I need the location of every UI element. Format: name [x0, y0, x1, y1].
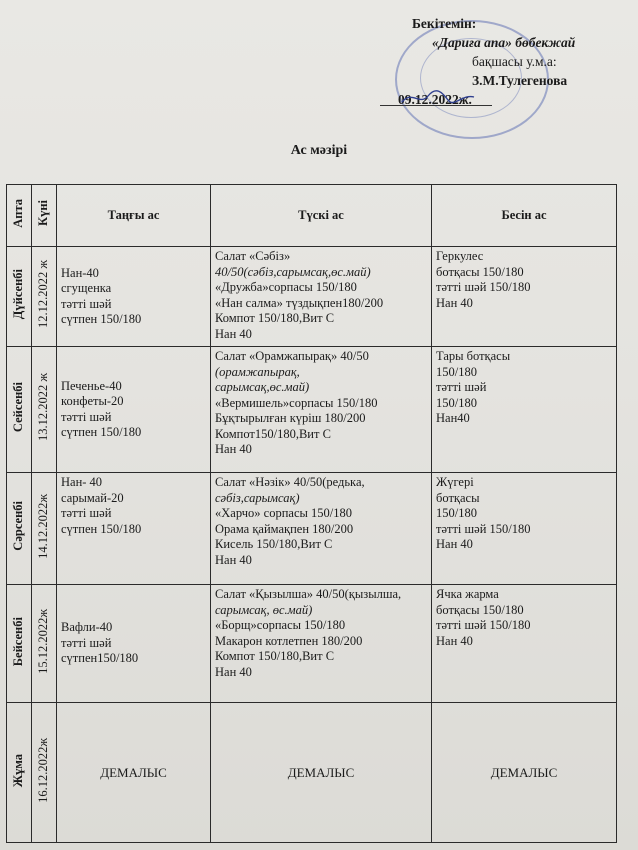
snack-cell: Геркулес ботқасы 150/180 тәтті шәй 150/180 Нан 40 [432, 247, 617, 347]
breakfast-cell: Вафли-40 тәтті шәй сүтпен150/180 [57, 585, 211, 703]
table-row [7, 703, 617, 843]
lunch-cell: ДЕМАЛЫС [211, 703, 432, 843]
row-date: 15.12.2022ж [32, 585, 57, 703]
header-breakfast: Таңғы ас [57, 185, 211, 247]
header-row [7, 185, 617, 247]
snack-cell: ДЕМАЛЫС [432, 703, 617, 843]
approver-position: бақшасы у.м.а: [472, 54, 557, 69]
breakfast-cell: Нан- 40 сарымай-20 тәтті шәй сүтпен 150/180 [57, 473, 211, 585]
snack-cell: Жүгері ботқасы 150/180 тәтті шәй 150/180 Нан 40 [432, 473, 617, 585]
table-row [7, 247, 617, 347]
approval-title: Бекітемін: [412, 16, 477, 31]
row-day: Сейсенбі [7, 347, 32, 473]
menu-table [6, 184, 617, 843]
table-row [7, 585, 617, 703]
row-date: 13.12.2022 ж [32, 347, 57, 473]
page-title: Ас мәзірі [290, 143, 348, 158]
kindergarten-name: «Дариға апа» бөбекжай [432, 35, 576, 50]
row-date: 14.12.2022ж [32, 473, 57, 585]
table-row [7, 347, 617, 473]
lunch-cell: Салат «Сәбіз» 40/50(сәбіз,сарымсақ,өс.май) «Дружба»сорпасы 150/180 «Нан салма» түздықпен180/200 Компот 150/180,Вит С Нан 40 [211, 247, 432, 347]
signature-mark [398, 88, 478, 108]
lunch-cell: Салат «Қызылша» 40/50(қызылша, сарымсақ, өс.май) «Борщ»сорпасы 150/180 Макарон котлетпен 180/200 Компот 150/180,Вит С Нан 40 [211, 585, 432, 703]
row-day: Бейсенбі [7, 585, 32, 703]
approver-name: З.М.Тулегенова [472, 73, 568, 88]
snack-cell: Тары ботқасы 150/180 тәтті шәй 150/180 Нан40 [432, 347, 617, 473]
table-row [7, 473, 617, 585]
header-date: Күні [32, 185, 57, 247]
row-date: 12.12.2022 ж [32, 247, 57, 347]
lunch-cell: Салат «Нәзік» 40/50(редька, сәбіз,сарымсақ) «Харчо» сорпасы 150/180 Орама қаймақпен 180/200 Кисель 150/180,Вит С Нан 40 [211, 473, 432, 585]
header-lunch: Түскі ас [211, 185, 432, 247]
breakfast-cell: Печенье-40 конфеты-20 тәтті шәй сүтпен 150/180 [57, 347, 211, 473]
header-day: Апта [7, 185, 32, 247]
approval-date: 09.12.2022ж. [398, 92, 472, 107]
header-snack: Бесін ас [432, 185, 617, 247]
breakfast-cell: Нан-40 сгущенка тәтті шәй сүтпен 150/180 [57, 247, 211, 347]
breakfast-cell: ДЕМАЛЫС [57, 703, 211, 843]
row-day: Дүйсенбі [7, 247, 32, 347]
row-day: Сәрсенбі [7, 473, 32, 585]
lunch-cell: Салат «Орамжапырақ» 40/50 (орамжапырақ, сарымсақ,өс.май) «Вермишель»сорпасы 150/180 Бұқтырылған күріш 180/200 Компот150/180,Вит С Нан 40 [211, 347, 432, 473]
snack-cell: Ячка жарма ботқасы 150/180 тәтті шәй 150/180 Нан 40 [432, 585, 617, 703]
row-day: Жұма [7, 703, 32, 843]
row-date: 16.12.2022ж [32, 703, 57, 843]
